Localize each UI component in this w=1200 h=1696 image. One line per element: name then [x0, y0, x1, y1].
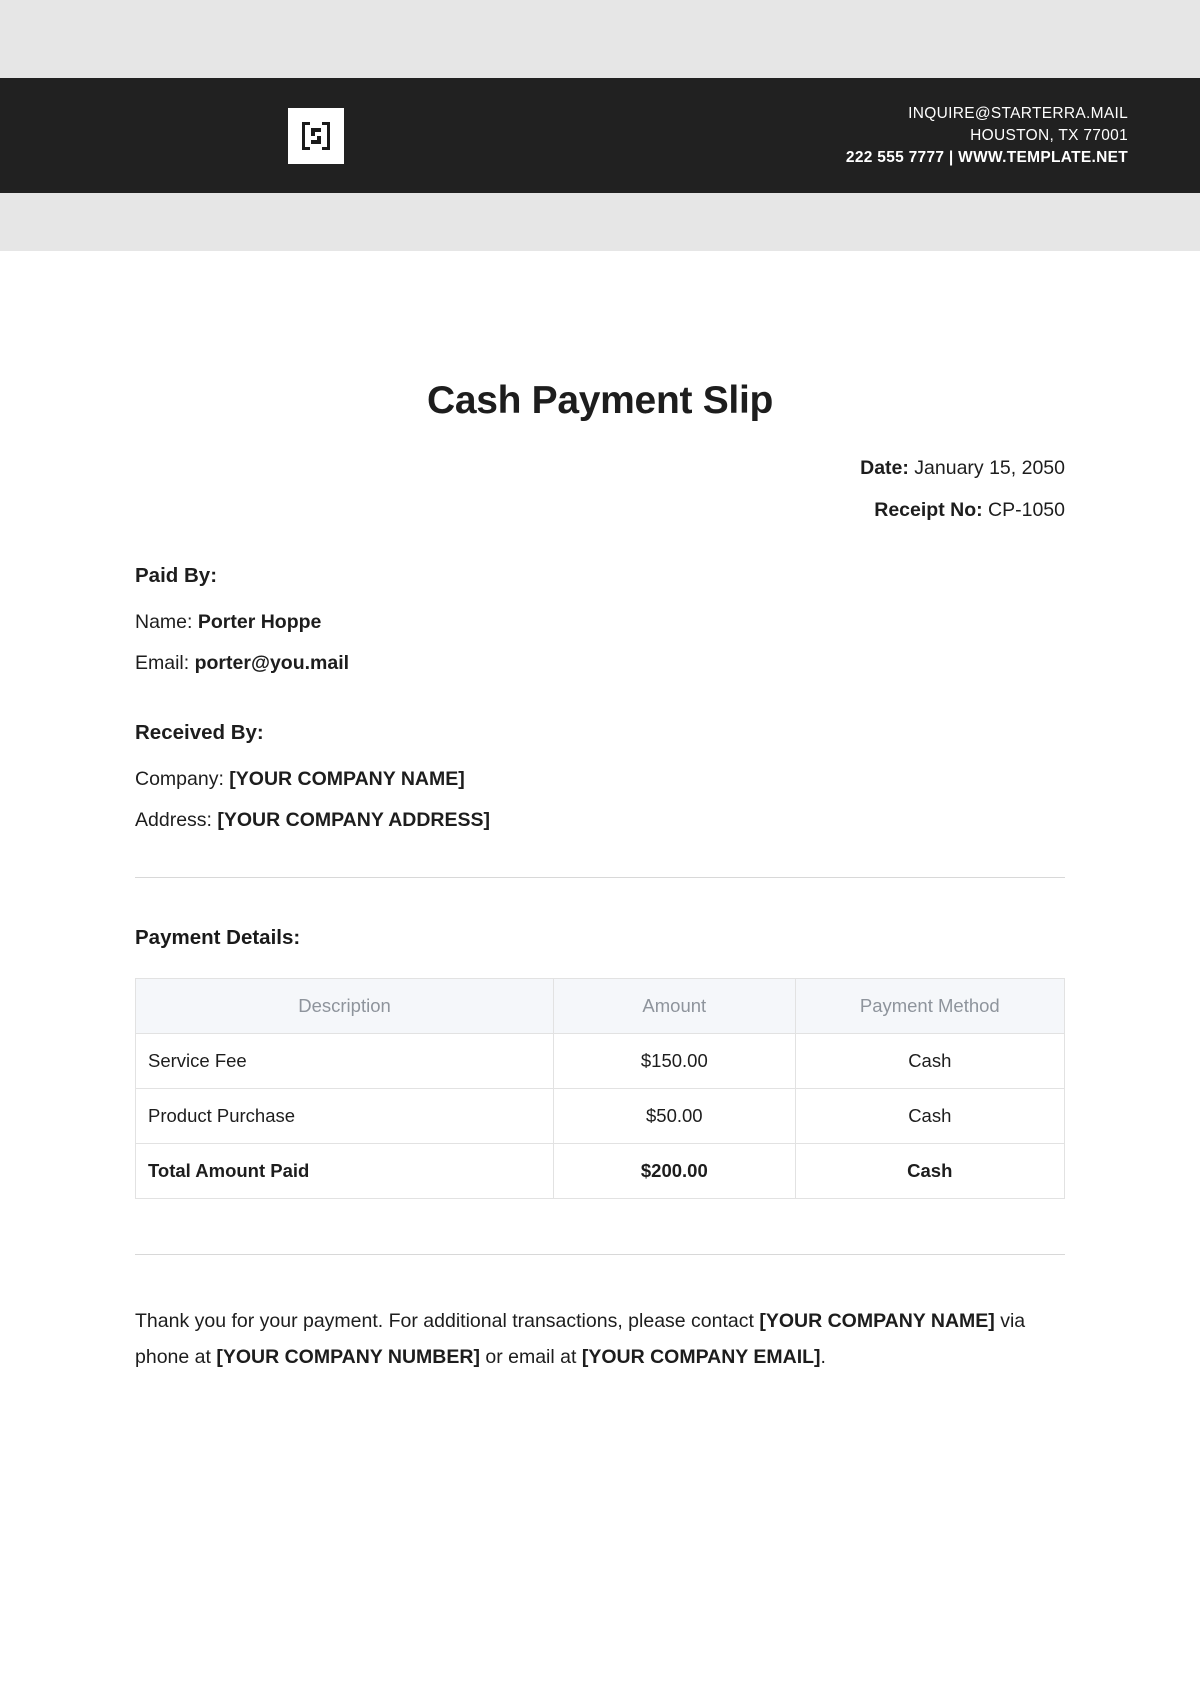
- footer-part2: via phone at: [135, 1310, 1026, 1369]
- row-method: Cash: [795, 1034, 1064, 1089]
- footer-part4: .: [820, 1346, 826, 1369]
- total-amount: $200.00: [554, 1144, 796, 1199]
- document-body: [0, 379, 1200, 1376]
- footer-email: [YOUR COMPANY EMAIL]: [581, 1346, 821, 1369]
- footer-part3: or email at: [479, 1346, 582, 1369]
- divider-bottom: [135, 1254, 1065, 1255]
- total-method: Cash: [795, 1144, 1064, 1199]
- header-address: HOUSTON, TX 77001: [970, 126, 1128, 144]
- footer-number: [YOUR COMPANY NUMBER]: [216, 1346, 480, 1369]
- table-row: [136, 1089, 1065, 1144]
- divider-top: [135, 877, 1065, 878]
- footer-part1: Thank you for your payment. For additional transactions, please contact: [135, 1310, 760, 1333]
- meta-date-label: Date:: [860, 457, 909, 479]
- header-phone-web: 222 555 7777 | WWW.TEMPLATE.NET: [845, 148, 1128, 166]
- logo-container: [288, 108, 344, 164]
- paid-by-name: [135, 610, 1065, 635]
- received-by-address: [135, 808, 1065, 833]
- row-description: Product Purchase: [136, 1089, 554, 1144]
- received-by-company: [135, 767, 1065, 792]
- paid-by-email-value: porter@you.mail: [194, 652, 350, 675]
- received-by-address-value: [YOUR COMPANY ADDRESS]: [217, 809, 491, 832]
- received-by-address-label: Address:: [135, 809, 212, 832]
- header-bar: [0, 78, 1200, 193]
- meta-date: [135, 459, 1065, 479]
- paid-by-email: [135, 651, 1065, 676]
- header-band: [0, 0, 1200, 251]
- row-method: Cash: [795, 1089, 1064, 1144]
- footer-company: [YOUR COMPANY NAME]: [759, 1310, 995, 1333]
- footer-note: [135, 1303, 1065, 1375]
- table-header-row: [136, 979, 1065, 1034]
- document-meta: [135, 459, 1065, 520]
- received-by-company-label: Company:: [135, 767, 224, 790]
- meta-receipt-value: CP-1050: [988, 498, 1065, 521]
- payment-details-heading: Payment Details:: [135, 926, 301, 950]
- row-amount: $50.00: [554, 1089, 796, 1144]
- received-by-company-value: [YOUR COMPANY NAME]: [229, 767, 465, 790]
- table-row: [136, 1034, 1065, 1089]
- row-description: Service Fee: [136, 1034, 554, 1089]
- received-by-heading: Received By:: [135, 720, 264, 744]
- payment-details-table: [135, 978, 1065, 1199]
- paid-by-name-label: Name:: [135, 611, 193, 633]
- paid-by-email-label: Email:: [135, 652, 190, 675]
- row-amount: $150.00: [554, 1034, 796, 1089]
- table-total-row: [136, 1144, 1065, 1199]
- meta-receipt-label: Receipt No:: [874, 498, 983, 521]
- column-header-description: Description: [136, 979, 554, 1034]
- column-header-amount: Amount: [554, 979, 796, 1034]
- paid-by-heading: Paid By:: [135, 564, 218, 587]
- meta-date-value: January 15, 2050: [914, 457, 1065, 479]
- header-email: INQUIRE@STARTERRA.MAIL: [908, 104, 1128, 122]
- page-title: Cash Payment Slip: [426, 379, 773, 422]
- bracket-logo-icon: [299, 119, 333, 153]
- paid-by-name-value: Porter Hoppe: [197, 611, 322, 633]
- meta-receipt: [135, 498, 1065, 521]
- header-contact-block: [846, 103, 1128, 169]
- column-header-payment-method: Payment Method: [795, 979, 1064, 1034]
- total-label: Total Amount Paid: [136, 1144, 554, 1199]
